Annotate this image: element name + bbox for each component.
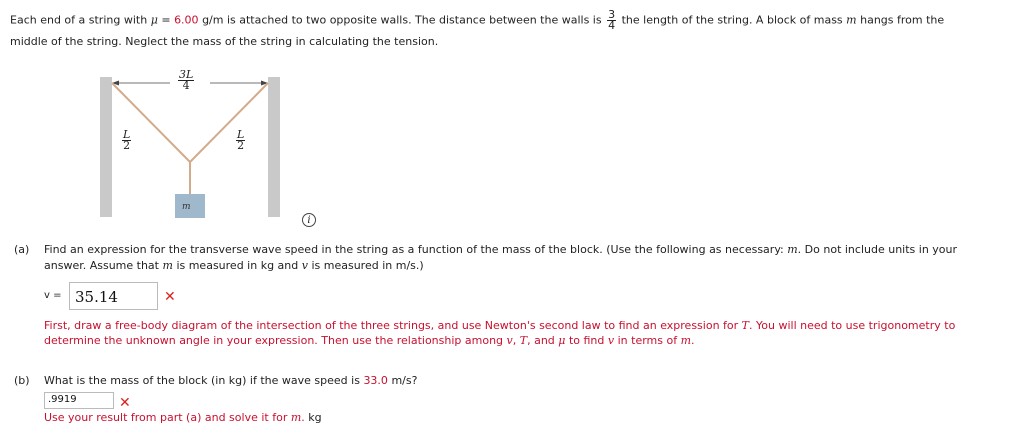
left-wall xyxy=(100,77,112,217)
right-wall xyxy=(268,77,280,217)
fraction-three-quarters: $\frac{3}{4}$ xyxy=(608,8,616,32)
part-b-hint: Use your result from part (a) and solve it for m. kg xyxy=(44,411,322,424)
right-string xyxy=(190,83,268,162)
part-b-tag: (b) xyxy=(14,374,30,387)
label-three-l-over-four: $\frac{3L}{4}$ xyxy=(179,68,194,92)
incorrect-icon: ✕ xyxy=(164,289,176,305)
label-right-l-over-two: $\frac{L}{2}$ xyxy=(237,128,245,152)
part-a-question-line-2: answer. Assume that m is measured in kg and v is measured in m/s.) xyxy=(44,259,424,272)
problem-line-2: middle of the string. Neglect the mass of the string in calculating the tension. xyxy=(10,35,439,48)
v-equals-label: v = xyxy=(44,290,62,301)
block-mass-label: m xyxy=(182,202,191,212)
mu-value: 6.00 xyxy=(174,13,199,27)
answer-b-input[interactable]: .9919 xyxy=(44,392,114,409)
part-b-question: What is the mass of the block (in kg) if the wave speed is 33.0 m/s? xyxy=(44,374,418,387)
part-a-question-line-1: Find an expression for the transverse wave speed in the string as a function of the mass of the block. (Use the following as necessary: m. Do not include units in your xyxy=(44,243,958,256)
incorrect-icon-b: ✕ xyxy=(119,395,131,411)
problem-line-1: Each end of a string with μ = 6.00 g/m is attached to two opposite walls. The distance between the walls is $\frac{3}{4}$ the length of the string. A block of mass m hangs from the xyxy=(10,8,945,32)
answer-a-input[interactable]: 35.14 xyxy=(69,282,158,310)
part-a-tag: (a) xyxy=(14,243,30,256)
wave-speed-value: 33.0 xyxy=(363,374,388,387)
label-left-l-over-two: $\frac{L}{2}$ xyxy=(123,128,131,152)
unit-label: kg xyxy=(308,411,322,424)
part-a-hint-line-1: First, draw a free-body diagram of the intersection of the three strings, and use Newton's second law to find an expression for T. You will need to use trigonometry to xyxy=(44,319,956,332)
part-a-hint-line-2: determine the unknown angle in your expression. Then use the relationship among v, T, and μ to find v in terms of m. xyxy=(44,334,695,347)
info-icon[interactable]: i xyxy=(302,213,316,227)
